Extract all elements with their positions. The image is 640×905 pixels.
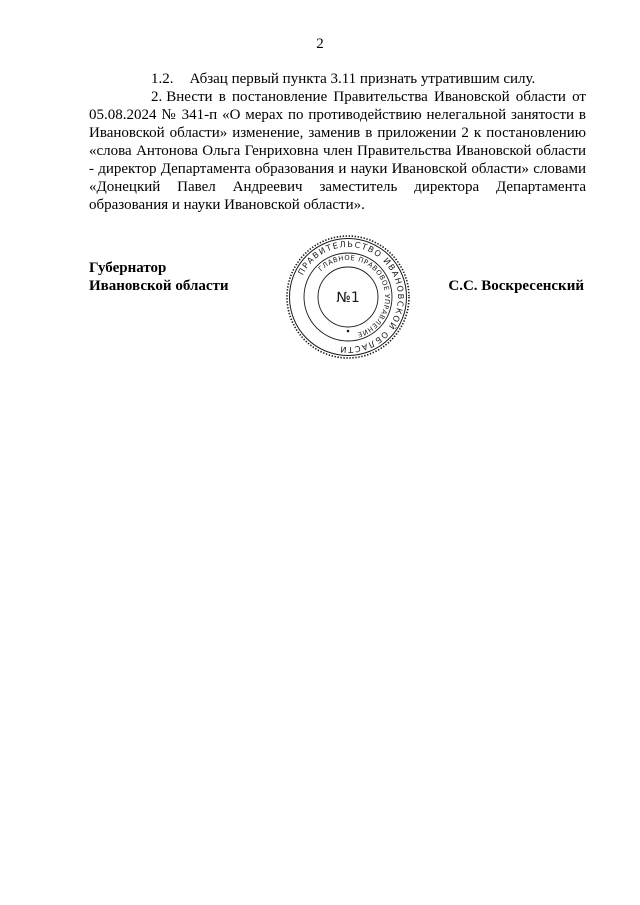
paragraph-number: 1.2. bbox=[151, 71, 174, 87]
stamp-center-number: №1 bbox=[336, 290, 360, 306]
signatory-title-line-2: Ивановской области bbox=[89, 278, 229, 294]
document-body bbox=[89, 70, 586, 214]
paragraph-1-2 bbox=[89, 70, 586, 88]
paragraph-text: Внести в постановление Правительства Ивановской области от 05.08.2024 № 341-п «О мерах по противодействию нелегальной занятости в Ивановской области» изменение, заменив в приложении 2 к постановлению «слова Антонова Ольга Генриховна член Правительства Ивановской области - директор Департамента образования и науки Ивановской области» словами «Донецкий Павел Андреевич заместитель директора Департамента образования и науки Ивановской области». bbox=[89, 89, 586, 213]
page-number: 2 bbox=[316, 36, 324, 52]
stamp-seal-graphic bbox=[285, 234, 411, 360]
official-stamp bbox=[285, 234, 411, 360]
signatory-title bbox=[89, 259, 229, 295]
stamp-outer-text: ПРАВИТЕЛЬСТВО ИВАНОВСКОЙ ОБЛАСТИ bbox=[295, 238, 407, 356]
paragraph-text: Абзац первый пункта 3.11 признать утратившим силу. bbox=[189, 71, 536, 87]
stamp-dot bbox=[347, 330, 350, 333]
paragraph-2 bbox=[89, 88, 586, 214]
stamp-inner-text: ГЛАВНОЕ ПРАВОВОЕ УПРАВЛЕНИЕ bbox=[316, 253, 392, 339]
signatory-name: С.С. Воскресенский bbox=[448, 278, 584, 294]
signatory-title-line-1: Губернатор bbox=[89, 260, 167, 276]
paragraph-number: 2. bbox=[151, 89, 163, 105]
